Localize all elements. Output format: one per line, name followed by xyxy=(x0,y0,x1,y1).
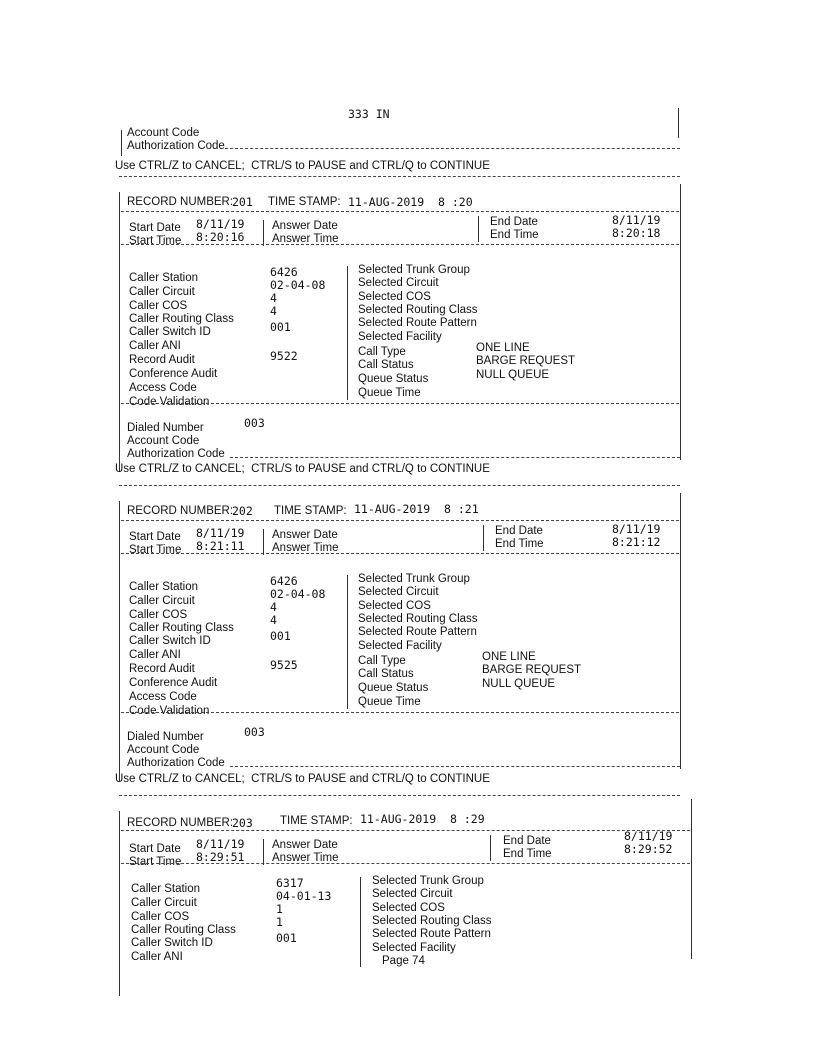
field-label: Conference Audit xyxy=(129,677,218,689)
end-time: 8:20:18 xyxy=(612,226,661,240)
page-header-title: 333 IN xyxy=(348,107,390,121)
field-value: 1 xyxy=(276,915,283,929)
field-label: Selected Trunk Group xyxy=(372,875,484,887)
field-value: 001 xyxy=(270,629,291,643)
preamble-account-code: Account Code xyxy=(127,127,200,139)
field-label: Caller ANI xyxy=(129,649,181,661)
dialed-number: 003 xyxy=(244,725,265,739)
call-type-value: ONE LINE xyxy=(476,342,530,354)
divider xyxy=(220,148,680,149)
page-number: Page 74 xyxy=(382,955,425,967)
field-label: Selected Circuit xyxy=(358,277,439,289)
column-separator xyxy=(483,525,484,551)
end-date-label: End Date xyxy=(490,216,538,228)
field-label: Caller COS xyxy=(129,609,188,621)
field-label: Caller Circuit xyxy=(131,897,197,909)
field-label: Call Type xyxy=(358,655,406,667)
field-value: 4 xyxy=(270,600,277,614)
start-time-label: Start Time xyxy=(129,856,182,868)
prompt-line: Use CTRL/Z to CANCEL; CTRL/S to PAUSE and CTRL/Q to CONTINUE xyxy=(115,773,490,785)
account-code-label: Account Code xyxy=(127,744,200,756)
field-label: Selected Facility xyxy=(358,331,442,343)
column-separator xyxy=(263,839,264,865)
box-border-left xyxy=(119,192,120,472)
time-stamp: 11-AUG-2019 8 :29 xyxy=(360,812,485,826)
time-stamp-label: TIME STAMP: xyxy=(274,505,347,517)
field-label: Call Status xyxy=(358,668,414,680)
field-label: Selected Route Pattern xyxy=(358,317,477,329)
start-date-label: Start Date xyxy=(129,843,181,855)
divider xyxy=(121,211,679,212)
field-label: Caller COS xyxy=(129,300,188,312)
queue-status-value: NULL QUEUE xyxy=(482,678,556,690)
field-label: Caller Station xyxy=(129,581,199,593)
record-number: 201 xyxy=(232,195,253,209)
field-label: Access Code xyxy=(129,382,197,394)
field-label: Caller Routing Class xyxy=(131,924,236,936)
field-label: Caller Routing Class xyxy=(129,622,234,634)
end-date-label: End Date xyxy=(503,835,551,847)
divider xyxy=(121,244,679,245)
answer-date-label: Answer Date xyxy=(272,220,338,232)
start-time-label: Start Time xyxy=(129,235,182,247)
field-value: 4 xyxy=(270,291,277,305)
start-date: 8/11/19 xyxy=(196,526,245,540)
margin-bar xyxy=(678,108,679,138)
field-label: Queue Status xyxy=(358,373,429,385)
answer-date-label: Answer Date xyxy=(272,839,338,851)
field-label: Selected COS xyxy=(358,600,431,612)
field-value: 02-04-08 xyxy=(270,278,326,292)
start-date-label: Start Date xyxy=(129,222,181,234)
record-number-label: RECORD NUMBER: xyxy=(127,196,234,208)
call-type-value: ONE LINE xyxy=(482,651,536,663)
field-label: Caller COS xyxy=(131,911,190,923)
field-value: 001 xyxy=(276,931,297,945)
field-label: Selected Trunk Group xyxy=(358,264,470,276)
divider xyxy=(121,830,690,831)
end-date: 8/11/19 xyxy=(612,522,661,536)
field-value: 001 xyxy=(270,320,291,334)
field-value: 9522 xyxy=(270,349,298,363)
field-label: Selected Route Pattern xyxy=(372,928,491,940)
divider xyxy=(119,485,680,486)
field-label: Caller ANI xyxy=(131,951,183,963)
field-label: Selected Trunk Group xyxy=(358,573,470,585)
divider xyxy=(230,457,680,458)
margin-bar xyxy=(121,130,122,156)
field-value: 4 xyxy=(270,304,277,318)
start-date-label: Start Date xyxy=(129,531,181,543)
field-label: Selected Circuit xyxy=(372,888,453,900)
divider xyxy=(121,712,679,713)
field-value: 6426 xyxy=(270,265,298,279)
authorization-code-label: Authorization Code xyxy=(127,757,225,769)
column-separator xyxy=(478,216,479,242)
field-label: Caller ANI xyxy=(129,340,181,352)
field-label: Selected Facility xyxy=(358,640,442,652)
field-label: Record Audit xyxy=(129,354,195,366)
divider xyxy=(121,863,690,864)
dialed-number-label: Dialed Number xyxy=(127,422,204,434)
field-label: Selected Facility xyxy=(372,942,456,954)
box-border-left xyxy=(119,501,120,781)
field-value: 02-04-08 xyxy=(270,587,326,601)
answer-time-label: Answer Time xyxy=(272,542,339,554)
field-label: Call Status xyxy=(358,359,414,371)
field-value: 6317 xyxy=(276,876,304,890)
field-label: Queue Time xyxy=(358,696,421,708)
field-value: 1 xyxy=(276,902,283,916)
field-value: 4 xyxy=(270,613,277,627)
end-time: 8:29:52 xyxy=(624,842,673,856)
field-label: Selected Routing Class xyxy=(372,915,492,927)
dialed-number-label: Dialed Number xyxy=(127,731,204,743)
time-stamp-label: TIME STAMP: xyxy=(268,196,341,208)
time-stamp: 11-AUG-2019 8 :20 xyxy=(348,195,473,209)
field-label: Selected Route Pattern xyxy=(358,626,477,638)
end-time-label: End Time xyxy=(495,538,544,550)
box-border-right xyxy=(680,184,681,460)
prompt-line: Use CTRL/Z to CANCEL; CTRL/S to PAUSE and CTRL/Q to CONTINUE xyxy=(115,463,490,475)
field-label: Selected Routing Class xyxy=(358,304,478,316)
field-label: Caller Switch ID xyxy=(129,635,211,647)
end-time-label: End Time xyxy=(503,848,552,860)
column-separator xyxy=(347,266,348,400)
field-label: Call Type xyxy=(358,346,406,358)
divider xyxy=(121,403,679,404)
divider xyxy=(121,553,679,554)
answer-time-label: Answer Time xyxy=(272,233,339,245)
time-stamp-label: TIME STAMP: xyxy=(280,815,353,827)
field-value: 04-01-13 xyxy=(276,889,332,903)
end-date: 8/11/19 xyxy=(624,829,673,843)
start-date: 8/11/19 xyxy=(196,217,245,231)
start-time: 8:20:16 xyxy=(196,230,245,244)
field-label: Access Code xyxy=(129,691,197,703)
field-label: Code Validation xyxy=(129,705,210,717)
record-number: 202 xyxy=(232,504,253,518)
box-border-right xyxy=(680,493,681,769)
divider xyxy=(119,795,680,796)
dialed-number: 003 xyxy=(244,416,265,430)
field-label: Selected Routing Class xyxy=(358,613,478,625)
record-number: 203 xyxy=(232,816,253,830)
answer-date-label: Answer Date xyxy=(272,529,338,541)
queue-status-value: NULL QUEUE xyxy=(476,369,550,381)
field-label: Queue Time xyxy=(358,387,421,399)
field-label: Record Audit xyxy=(129,663,195,675)
authorization-code-label: Authorization Code xyxy=(127,448,225,460)
field-label: Caller Circuit xyxy=(129,595,195,607)
field-label: Code Validation xyxy=(129,396,210,408)
answer-time-label: Answer Time xyxy=(272,852,339,864)
field-value: 6426 xyxy=(270,574,298,588)
column-separator xyxy=(263,220,264,246)
start-time: 8:21:11 xyxy=(196,539,245,553)
account-code-label: Account Code xyxy=(127,435,200,447)
field-value: 9525 xyxy=(270,658,298,672)
end-date-label: End Date xyxy=(495,525,543,537)
field-label: Caller Station xyxy=(129,272,199,284)
field-label: Queue Status xyxy=(358,682,429,694)
prompt-line: Use CTRL/Z to CANCEL; CTRL/S to PAUSE and CTRL/Q to CONTINUE xyxy=(115,160,490,172)
box-border-right xyxy=(691,799,692,959)
preamble-authorization-code: Authorization Code xyxy=(127,140,225,152)
column-separator xyxy=(490,835,491,861)
end-date: 8/11/19 xyxy=(612,213,661,227)
time-stamp: 11-AUG-2019 8 :21 xyxy=(354,502,479,516)
field-label: Conference Audit xyxy=(129,368,218,380)
record-number-label: RECORD NUMBER: xyxy=(127,817,234,829)
field-label: Caller Circuit xyxy=(129,286,195,298)
start-time-label: Start Time xyxy=(129,544,182,556)
field-label: Caller Switch ID xyxy=(129,326,211,338)
field-label: Caller Station xyxy=(131,883,201,895)
divider xyxy=(230,766,680,767)
divider xyxy=(119,176,680,177)
end-time: 8:21:12 xyxy=(612,535,661,549)
field-label: Caller Switch ID xyxy=(131,937,213,949)
call-status-value: BARGE REQUEST xyxy=(476,355,576,367)
box-border-left xyxy=(119,811,120,996)
call-status-value: BARGE REQUEST xyxy=(482,664,582,676)
field-label: Selected Circuit xyxy=(358,586,439,598)
divider xyxy=(121,520,679,521)
field-label: Selected COS xyxy=(372,902,445,914)
column-separator xyxy=(263,529,264,555)
start-date: 8/11/19 xyxy=(196,837,245,851)
column-separator xyxy=(360,877,361,967)
field-label: Selected COS xyxy=(358,291,431,303)
record-number-label: RECORD NUMBER: xyxy=(127,505,234,517)
start-time: 8:29:51 xyxy=(196,850,245,864)
column-separator xyxy=(347,575,348,709)
end-time-label: End Time xyxy=(490,229,539,241)
field-label: Caller Routing Class xyxy=(129,313,234,325)
